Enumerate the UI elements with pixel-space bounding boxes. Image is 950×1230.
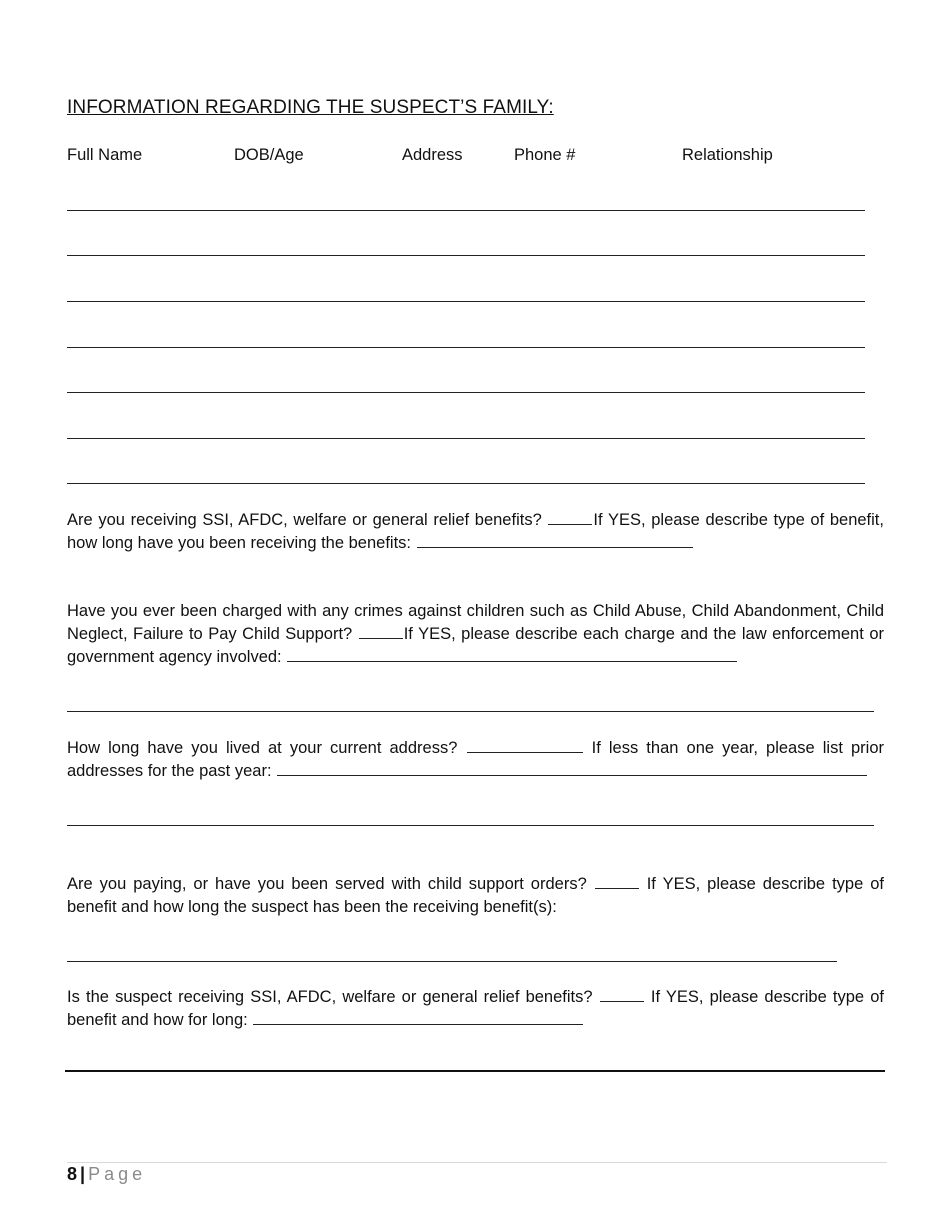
question-child-support-followup: If YES, please describe type of benefit and how long the suspect has been the receiving benefit(s):	[67, 875, 884, 916]
question-residence	[67, 737, 884, 783]
column-header-address: Address	[402, 146, 463, 164]
question-child-support	[67, 873, 884, 919]
question-crimes-text: Have you ever been charged with any crimes against children such as Child Abuse, Child Abandonment, Child Neglect, Failure to Pay Child Support?	[67, 602, 884, 643]
column-header-full-name: Full Name	[67, 146, 143, 164]
family-entry-line[interactable]	[67, 255, 865, 256]
column-header-dob-age: DOB/Age	[234, 146, 304, 164]
family-entry-line[interactable]	[67, 483, 865, 484]
question-child-support-text: Are you paying, or have you been served with child support orders?	[67, 875, 587, 893]
page-label: Page	[88, 1164, 147, 1184]
footer-separator: |	[80, 1164, 86, 1184]
child-support-answer-blank[interactable]	[595, 873, 639, 889]
family-entry-line[interactable]	[67, 210, 865, 211]
question-suspect-benefits	[67, 986, 884, 1032]
family-entry-line[interactable]	[67, 301, 865, 302]
question-benefits-followup: If YES, please describe type of benefit, how long have you been receiving the benefits:	[67, 511, 884, 552]
residence-extra-line[interactable]	[67, 825, 874, 826]
suspect-benefits-duration-blank[interactable]	[253, 1009, 583, 1025]
crimes-extra-line[interactable]	[67, 711, 874, 712]
page-footer	[67, 1164, 146, 1185]
family-entry-line[interactable]	[67, 347, 865, 348]
family-entry-line[interactable]	[67, 438, 865, 439]
crimes-description-blank[interactable]	[287, 646, 737, 662]
question-crimes-against-children	[67, 600, 884, 669]
question-benefits-text: Are you receiving SSI, AFDC, welfare or general relief benefits?	[67, 511, 542, 529]
question-residence-text: How long have you lived at your current address?	[67, 739, 458, 757]
section-divider	[65, 1070, 885, 1072]
footer-divider	[67, 1162, 887, 1163]
crimes-answer-blank[interactable]	[359, 623, 403, 639]
family-entry-line[interactable]	[67, 392, 865, 393]
question-benefits	[67, 509, 884, 555]
question-crimes-followup: If YES, please describe each charge and the law enforcement or government agency involved:	[67, 625, 884, 666]
residence-duration-blank[interactable]	[467, 737, 583, 753]
child-support-extra-line[interactable]	[67, 961, 837, 962]
question-suspect-benefits-followup: If YES, please describe type of benefit and how for long:	[67, 988, 884, 1029]
page-number: 8	[67, 1164, 78, 1184]
column-header-relationship: Relationship	[682, 146, 773, 164]
benefits-duration-blank[interactable]	[417, 532, 693, 548]
benefits-answer-blank[interactable]	[548, 509, 592, 525]
question-residence-followup: If less than one year, please list prior addresses for the past year:	[67, 739, 885, 780]
section-heading: INFORMATION REGARDING THE SUSPECT’S FAMILY:	[67, 97, 554, 118]
suspect-benefits-answer-blank[interactable]	[600, 986, 644, 1002]
prior-addresses-blank[interactable]	[277, 760, 867, 776]
question-suspect-benefits-text: Is the suspect receiving SSI, AFDC, welfare or general relief benefits?	[67, 988, 593, 1006]
column-header-phone: Phone #	[514, 146, 576, 164]
